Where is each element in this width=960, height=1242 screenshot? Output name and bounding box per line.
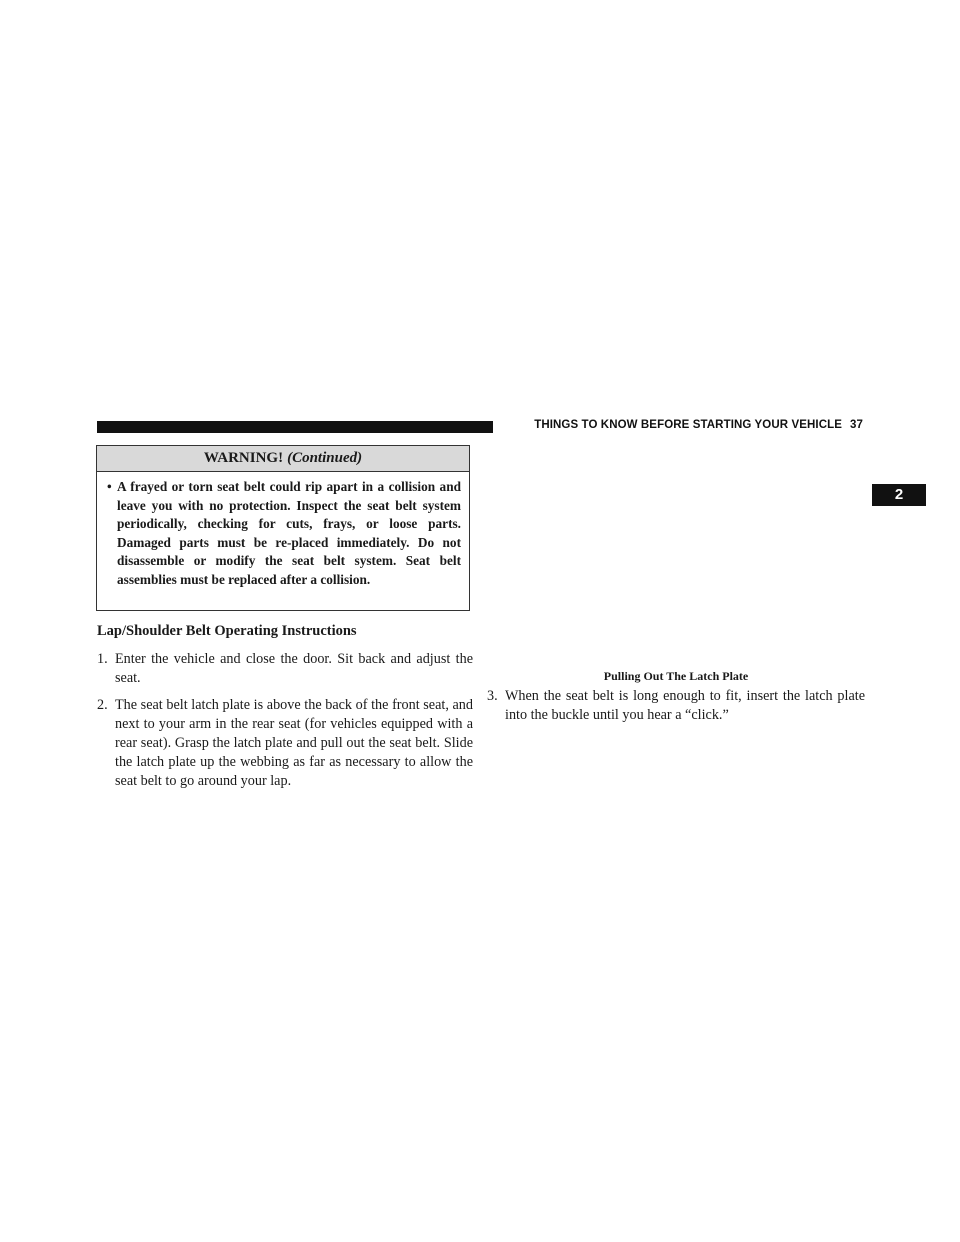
- steps-list-left: [97, 650, 473, 799]
- warning-body: [97, 472, 469, 589]
- step-number: 3.: [487, 688, 498, 704]
- bullet-icon: •: [107, 479, 112, 494]
- header-rule: [97, 421, 493, 433]
- step-item: [97, 650, 473, 688]
- section-heading: Lap/Shoulder Belt Operating Instructions: [97, 623, 357, 639]
- steps-list-right: [487, 687, 865, 733]
- warning-text: A frayed or torn seat belt could rip apart in a collision and leave you with no protection. Inspect the seat belt system periodically, checking for cuts, frays, or loose parts. Damaged parts must be re-placed immediately. Do not disassemble or modify the seat belt system. Seat belt assemblies must be replaced after a collision.: [117, 479, 461, 587]
- section-title: THINGS TO KNOW BEFORE STARTING YOUR VEHICLE: [534, 419, 842, 431]
- warning-header: [97, 446, 469, 472]
- warning-box: [96, 445, 470, 611]
- step-number: 1.: [97, 651, 108, 667]
- warning-continued: (Continued): [287, 450, 363, 466]
- warning-title: WARNING!: [203, 450, 284, 466]
- page-number: 37: [850, 419, 863, 431]
- step-text: When the seat belt is long enough to fit, insert the latch plate into the buckle until you hear a “click.”: [505, 688, 865, 723]
- running-header: [503, 419, 863, 431]
- step-text: Enter the vehicle and close the door. Sit back and adjust the seat.: [115, 651, 473, 686]
- figure-image-area: [488, 446, 864, 636]
- figure-caption: Pulling Out The Latch Plate: [603, 669, 749, 683]
- step-text: The seat belt latch plate is above the back of the front seat, and next to your arm in the rear seat (for vehicles equipped with a rear seat). Grasp the latch plate and pull out the seat belt. Slide the latch plate up the webbing as far as necessary to allow the seat belt to go around your lap.: [115, 697, 473, 789]
- step-item: [487, 687, 865, 725]
- step-number: 2.: [97, 697, 108, 713]
- chapter-tab: 2: [872, 484, 926, 506]
- step-item: [97, 696, 473, 791]
